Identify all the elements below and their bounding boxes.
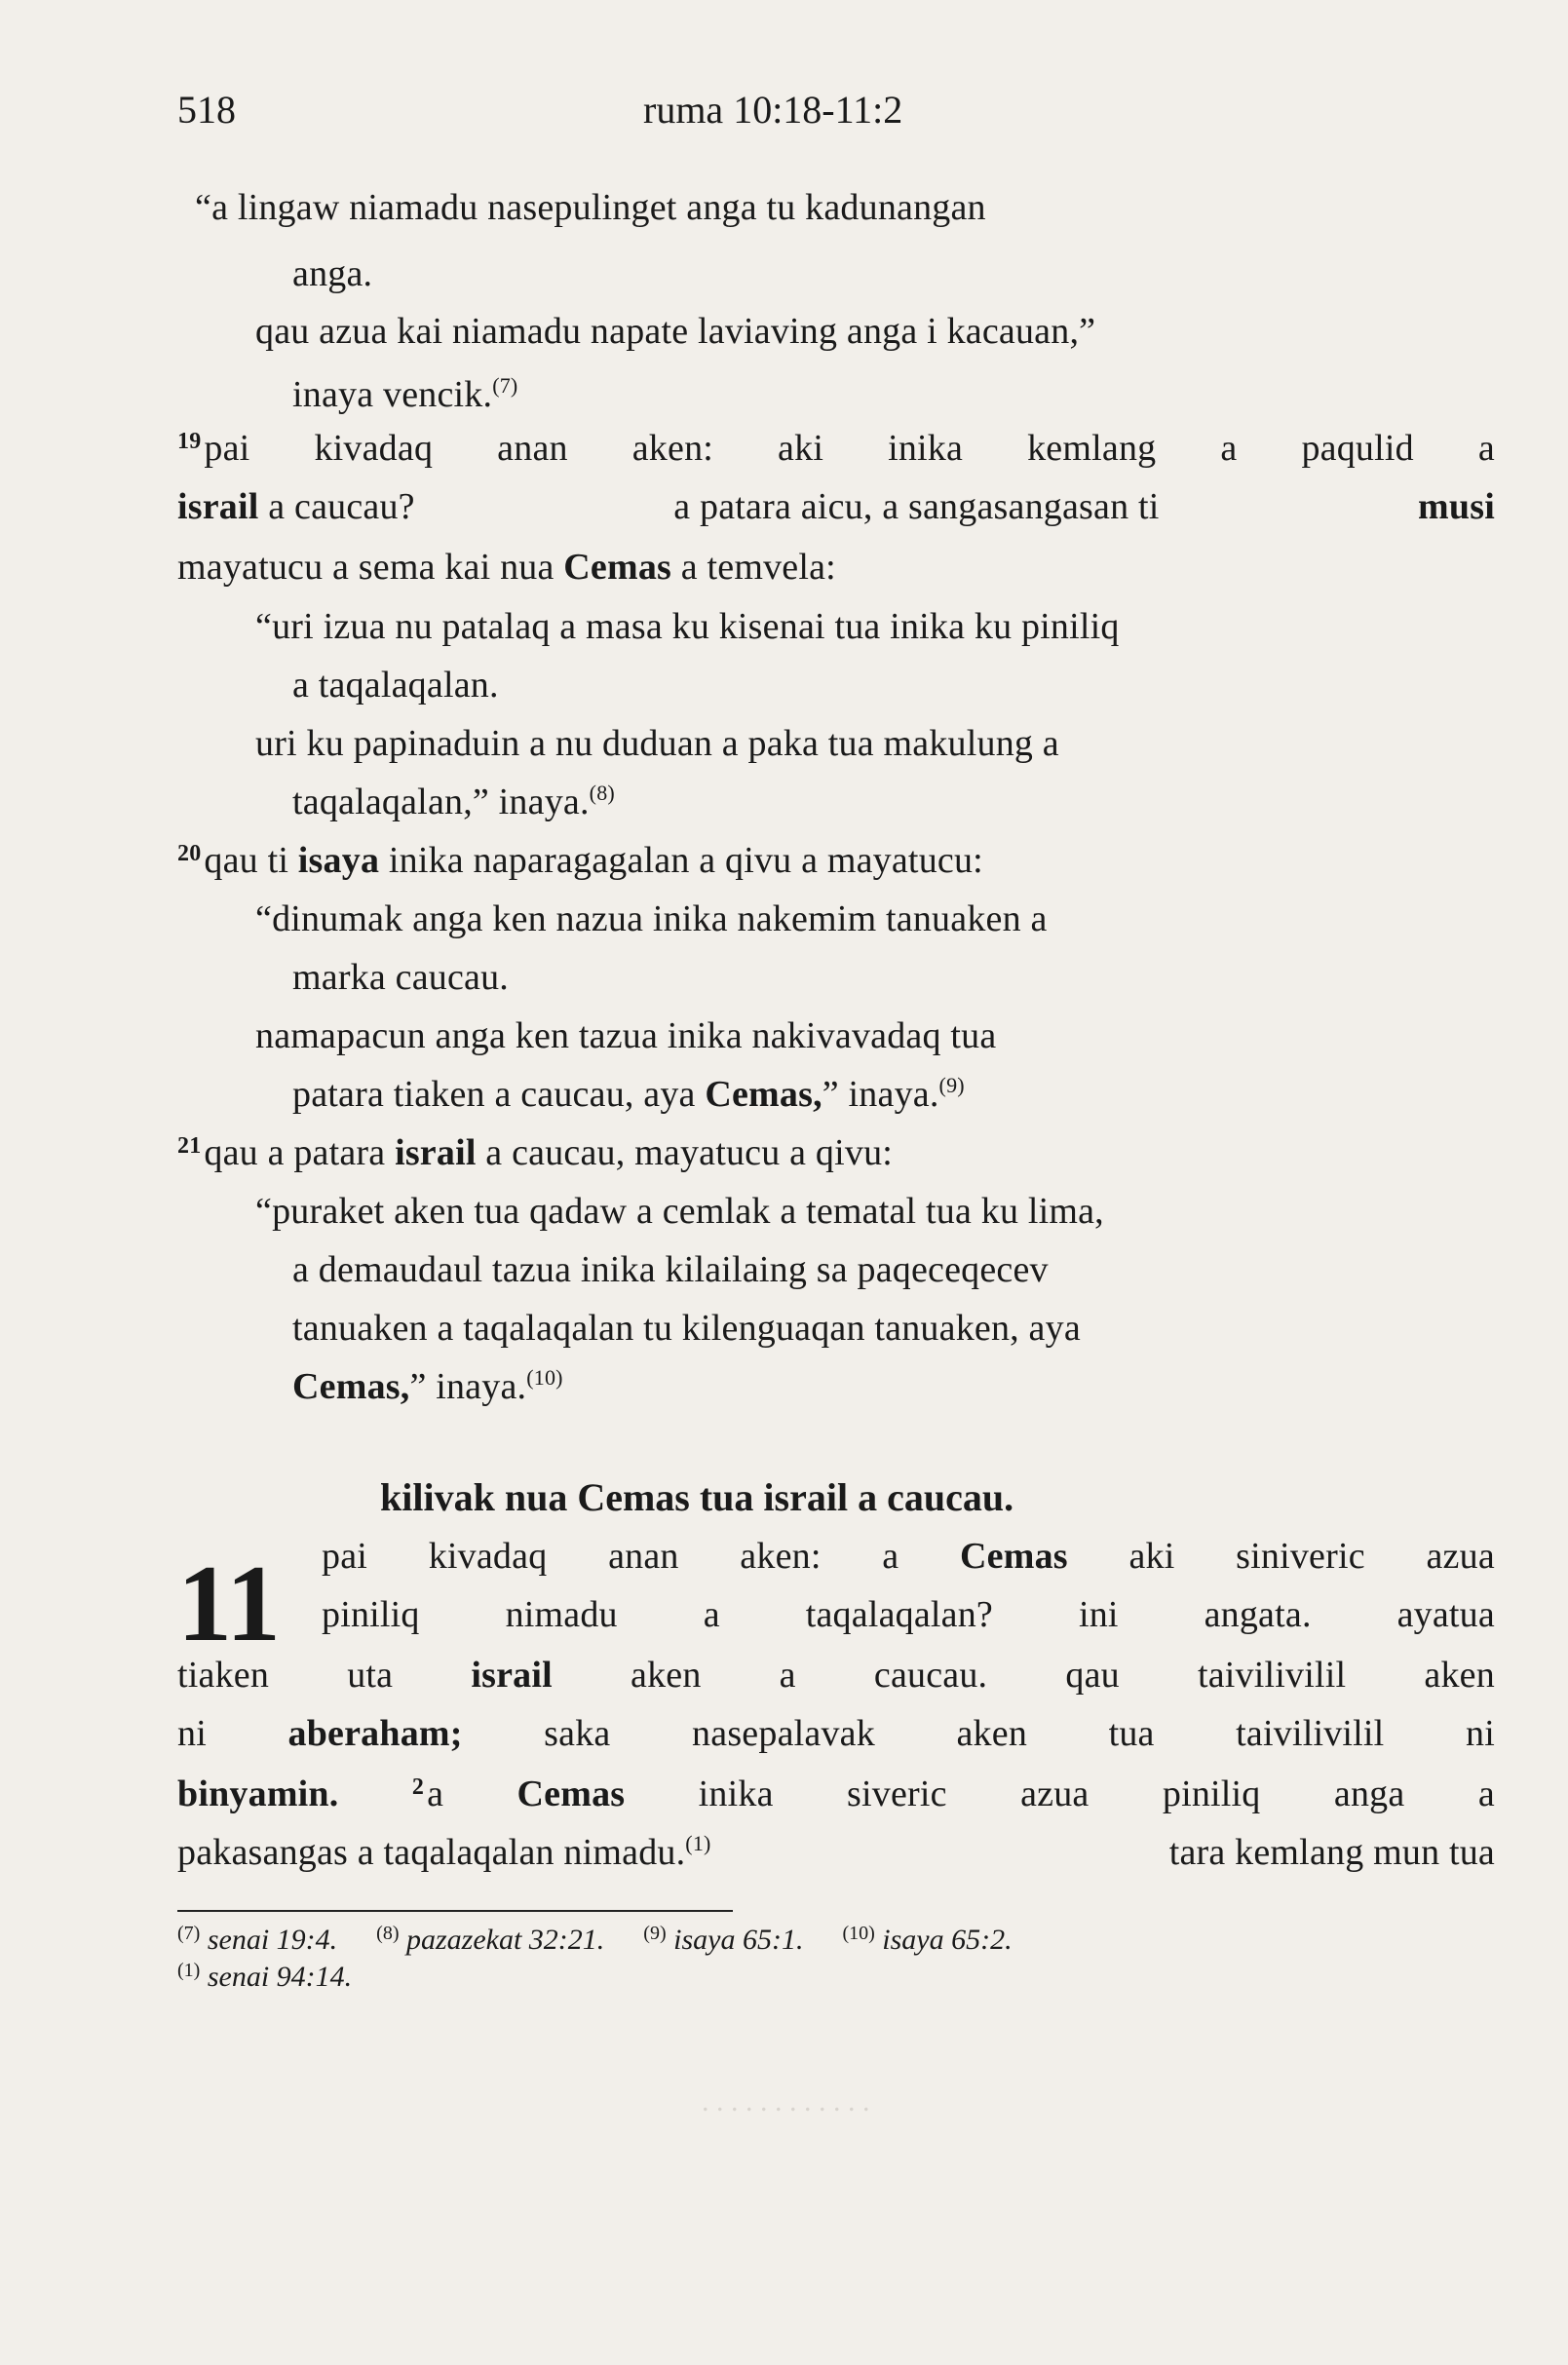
word: azua: [1020, 1774, 1090, 1814]
text-line: “uri izua nu patalaq a masa ku kisenai tua inika ku piniliq: [255, 606, 1120, 647]
verse-number: 2: [411, 1774, 425, 1800]
word: anan: [497, 428, 568, 469]
section-heading: kilivak nua Cemas tua israil a caucau.: [380, 1475, 1014, 1519]
word: paqulid: [1301, 428, 1414, 469]
word: piniliq: [322, 1594, 420, 1635]
word: aki: [1128, 1536, 1175, 1577]
footnote: [842, 1924, 1012, 1956]
page-number: 518: [177, 88, 236, 132]
footnote: [376, 1924, 604, 1956]
footnotes-row: [177, 1959, 391, 1999]
word: Cemas: [516, 1774, 626, 1814]
footnote-reference: pazazekat 32:21.: [399, 1924, 605, 1956]
word: azua: [1426, 1536, 1495, 1577]
footnotes-row: [177, 1922, 1052, 1962]
word: anga: [1333, 1774, 1405, 1814]
footnote-marker: (7): [492, 373, 518, 398]
footnote-marker: (10): [526, 1365, 563, 1390]
word: saka: [544, 1713, 611, 1754]
text-line: [322, 1532, 1495, 1581]
text-line: [177, 1709, 1495, 1758]
verse-number: 20: [177, 841, 202, 866]
word: caucau.: [873, 1655, 988, 1696]
word: angata.: [1204, 1594, 1312, 1635]
footnote-marker: (8): [589, 781, 615, 805]
word: Cemas: [960, 1536, 1068, 1577]
footnote: [643, 1924, 803, 1956]
word: ni: [177, 1713, 207, 1754]
word: nasepalavak: [692, 1713, 875, 1754]
word: kivadaq: [428, 1536, 548, 1577]
word: $^2$a: [411, 1774, 444, 1814]
word: a: [1477, 428, 1495, 469]
text-line: “a lingaw niamadu nasepulinget anga tu kadunangan: [195, 187, 986, 228]
word: aken: [956, 1713, 1028, 1754]
text-line: anga.: [292, 253, 373, 294]
word: nimadu: [505, 1594, 618, 1635]
text-line: inaya vencik.$^{(7)}$: [292, 373, 518, 415]
footnote: [177, 1961, 352, 1993]
footnote: [177, 1924, 337, 1956]
word: $^{19}$pai: [177, 428, 250, 469]
footnote-mark: (8): [376, 1923, 400, 1944]
text-line: qau azua kai niamadu napate laviaving anga i kacauan,”: [255, 311, 1096, 352]
text-line: [177, 1651, 1495, 1699]
text-line: patara tiaken a caucau, aya Cemas,” inaya.$^{(9)}$: [292, 1073, 965, 1115]
word: aken:: [740, 1536, 822, 1577]
word: anan: [608, 1536, 679, 1577]
verse-number: 19: [177, 429, 202, 454]
footnote-marker: (9): [938, 1073, 965, 1097]
text-line: pakasangas a taqalaqalan nimadu.$^{(1)}$ tara kemlang mun tua: [177, 1831, 1495, 1873]
text-line: uri ku papinaduin a nu duduan a paka tua makulung a: [255, 723, 1059, 764]
word: kemlang: [1027, 428, 1157, 469]
text-line: “dinumak anga ken nazua inika nakemim tanuaken a: [255, 898, 1048, 939]
word: aken: [1424, 1655, 1495, 1696]
word: pai: [322, 1536, 368, 1577]
text-line: a demaudaul tazua inika kilailaing sa paqeceqecev: [292, 1249, 1049, 1290]
word: inika: [888, 428, 964, 469]
text-line: mayatucu a sema kai nua Cemas a temvela:: [177, 547, 836, 588]
word: taqalaqalan?: [805, 1594, 993, 1635]
footnote-mark: (1): [177, 1960, 201, 1981]
word: a: [882, 1536, 899, 1577]
verse-21-line: $^{21}$qau a patara israil a caucau, mayatucu a qivu:: [177, 1132, 894, 1173]
footnote-mark: (7): [177, 1923, 201, 1944]
footnote-reference: senai 19:4.: [200, 1924, 338, 1956]
text-line: marka caucau.: [292, 957, 510, 998]
word: aki: [778, 428, 824, 469]
text-line: [322, 1590, 1495, 1639]
word: tiaken: [177, 1655, 270, 1696]
footnote-marker: (1): [685, 1831, 711, 1855]
word: aberaham;: [287, 1713, 463, 1754]
text-line: namapacun anga ken tazua inika nakivavadaq tua: [255, 1015, 997, 1056]
footnote-reference: isaya 65:1.: [666, 1924, 804, 1956]
word: kivadaq: [314, 428, 434, 469]
bleed-through-text: . . . . . . . . . . . .: [702, 2085, 870, 2117]
word: ni: [1466, 1713, 1495, 1754]
word: a: [703, 1594, 720, 1635]
verse-19-line: [177, 424, 1495, 477]
word: binyamin.: [177, 1774, 339, 1814]
footnote-mark: (10): [842, 1923, 875, 1944]
word: aken: [631, 1655, 702, 1696]
footnote-reference: senai 94:14.: [200, 1961, 353, 1993]
word: a: [1220, 428, 1238, 469]
verse-20-line: $^{20}$qau ti isaya inika naparagagalan a qivu a mayatucu:: [177, 840, 983, 881]
word: ini: [1078, 1594, 1119, 1635]
text-line: Cemas,” inaya.$^{(10)}$: [292, 1365, 563, 1407]
footnote-reference: isaya 65:2.: [874, 1924, 1013, 1956]
text-line: israil a caucau? a patara aicu, a sangasangasan ti musi: [177, 486, 1495, 527]
word: a: [779, 1655, 796, 1696]
text-line: [177, 1770, 1495, 1823]
verse-number: 21: [177, 1133, 202, 1159]
running-title: ruma 10:18-11:2: [643, 88, 903, 132]
word: aken:: [631, 428, 714, 469]
word: tua: [1108, 1713, 1155, 1754]
word: taivilivilil: [1197, 1655, 1347, 1696]
word: a: [1477, 1774, 1495, 1814]
chapter-number: 11: [177, 1544, 281, 1664]
footnote-mark: (9): [643, 1923, 667, 1944]
word: uta: [347, 1655, 394, 1696]
word: siveric: [847, 1774, 947, 1814]
word: qau: [1065, 1655, 1120, 1696]
word: ayatua: [1396, 1594, 1495, 1635]
word: siniveric: [1236, 1536, 1365, 1577]
text-line: tanuaken a taqalaqalan tu kilenguaqan tanuaken, aya: [292, 1308, 1081, 1349]
word: piniliq: [1162, 1774, 1261, 1814]
footnote-rule: [177, 1910, 733, 1912]
text-line: a taqalaqalan.: [292, 665, 499, 706]
text-line: taqalaqalan,” inaya.$^{(8)}$: [292, 781, 615, 822]
word: taivilivilil: [1236, 1713, 1385, 1754]
word: israil: [471, 1655, 553, 1696]
word: inika: [698, 1774, 774, 1814]
text-line: “puraket aken tua qadaw a cemlak a tematal tua ku lima,: [255, 1191, 1104, 1232]
